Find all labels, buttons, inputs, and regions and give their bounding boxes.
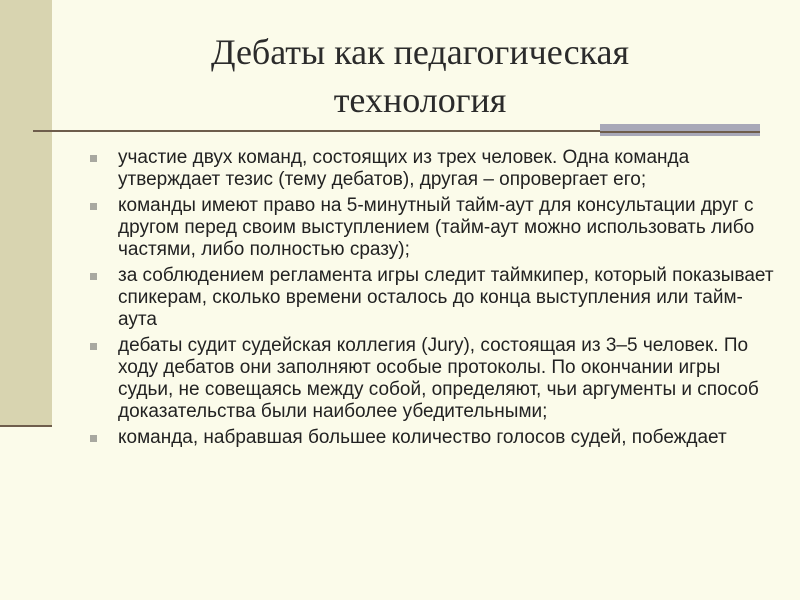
bullet-text: участие двух команд, состоящих из трех человек. Одна команда утверждает тезис (тему дебатов), другая – опровергает его; xyxy=(118,147,690,190)
bullet-item-winner xyxy=(90,427,780,449)
bullet-square-icon xyxy=(90,155,97,162)
slide-title-line-2: технология xyxy=(333,80,507,120)
left-decor-line xyxy=(0,425,52,427)
bullet-text: команды имеют право на 5-минутный тайм-аут для консультации друг с другом перед своим выступлением (тайм-аут можно использовать либо частями, либо полностью сразу); xyxy=(118,195,755,260)
bullet-item-timeout xyxy=(90,195,780,261)
bullet-list xyxy=(90,147,780,453)
left-decor-bar xyxy=(0,0,52,425)
bullet-item-timekeeper xyxy=(90,265,780,331)
bullet-text: команда, набравшая большее количество голосов судей, побеждает xyxy=(118,427,727,448)
bullet-text: за соблюдением регламента игры следит таймкипер, который показывает спикерам, сколько времени осталось до конца выступления или тайм-аута xyxy=(118,265,774,330)
bullet-square-icon xyxy=(90,435,97,442)
bullet-square-icon xyxy=(90,203,97,210)
title-accent-block xyxy=(600,124,760,136)
bullet-item-jury xyxy=(90,335,780,423)
bullet-square-icon xyxy=(90,343,97,350)
slide-title xyxy=(80,28,760,124)
title-divider xyxy=(33,130,600,132)
slide-title-line-1: Дебаты как педагогическая xyxy=(210,32,630,72)
bullet-item-teams xyxy=(90,147,780,191)
title-accent-divider xyxy=(600,131,760,133)
bullet-text: дебаты судит судейская коллегия (Jury), состоящая из 3–5 человек. По ходу дебатов они заполняют особые протоколы. По окончании игры судьи, не совещаясь между собой, определяют, чьи аргументы и способ доказательства были наиболее убедительными; xyxy=(118,335,759,422)
bullet-square-icon xyxy=(90,273,97,280)
